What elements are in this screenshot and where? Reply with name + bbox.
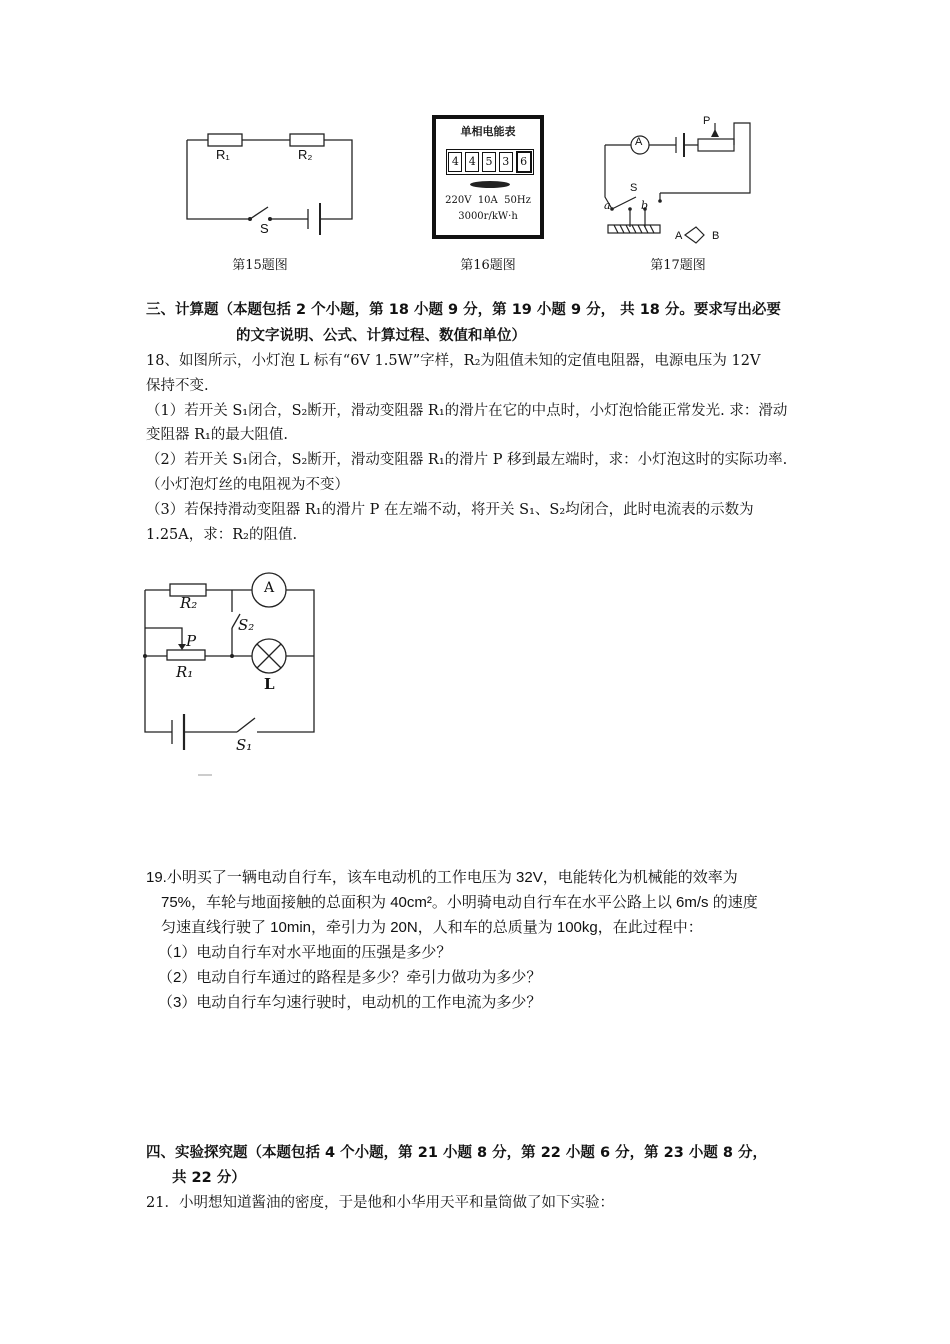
circuit-15	[180, 125, 360, 245]
section4-heading: 四、实验探究题（本题包括 4 个小题，第 21 小题 8 分，第 22 小题 6 分，第 23 小题 8 分，	[146, 1145, 768, 1161]
section4-heading-cont: 共 22 分）	[172, 1170, 246, 1186]
meter-spec2: 3000r/kW·h	[458, 211, 518, 222]
label-p: P	[186, 632, 197, 650]
label-ammeter-a: A	[635, 136, 643, 148]
q19-line5: （2）电动自行车通过的路程是多少？牵引力做功为多少？	[158, 969, 542, 986]
q18-line5: （2）若开关 S₁闭合，S₂断开，滑动变阻器 R₁的滑片 P 移到最左端时，求：小灯泡这时的实际功率.	[146, 452, 788, 468]
q21-line1: 21．小明想知道酱油的密度，于是他和小华用天平和量筒做了如下实验：	[146, 1195, 614, 1211]
figure-16-meter	[432, 115, 544, 239]
digit-1: 4	[448, 152, 462, 172]
label-r1: R₁	[216, 147, 230, 162]
circuit-17	[600, 115, 760, 245]
label-s2: S₂	[238, 616, 255, 634]
q19-line3: 匀速直线行驶了 10min，牵引力为 20N，人和车的总质量为 100kg，在此过程中：	[161, 919, 703, 936]
q18-line1: 18、如图所示，小灯泡 L 标有“6V 1.5W”字样，R₂为阻值未知的定值电阻器，电源电压为 12V	[146, 353, 761, 369]
section3-heading: 三、计算题（本题包括 2 个小题，第 18 小题 9 分，第 19 小题 9 分， 共 18 分。要求写出必要	[146, 302, 781, 318]
caption-15: 第15题图	[232, 258, 288, 273]
figure-18-circuit	[140, 570, 330, 790]
label-a-small: a	[604, 199, 611, 212]
meter-disk-icon	[470, 181, 510, 188]
figure-17	[600, 115, 760, 250]
label-B-end: B	[712, 230, 720, 242]
digit-5: 6	[516, 151, 532, 173]
meter-digits	[446, 149, 534, 175]
q19-line4: （1）电动自行车对水平地面的压强是多少？	[158, 944, 452, 961]
caption-17: 第17题图	[650, 258, 706, 273]
caption-16: 第16题图	[460, 258, 516, 273]
label-s: S	[630, 182, 638, 194]
label-s: S	[260, 221, 269, 236]
digit-2: 4	[465, 152, 479, 172]
q19-line2: 75%，车轮与地面接触的总面积为 40cm²。小明骑电动自行车在水平公路上以 6m/s 的速度	[161, 894, 758, 911]
label-r2: R₂	[180, 594, 198, 612]
section3-heading-cont: 的文字说明、公式、计算过程、数值和单位）	[236, 328, 526, 344]
label-r1: R₁	[176, 663, 194, 681]
q18-line8: 1.25A，求：R₂的阻值.	[146, 527, 298, 543]
circuit-18	[140, 570, 330, 790]
label-b-small: b	[641, 199, 649, 212]
label-A-end: A	[675, 230, 683, 242]
label-r2: R₂	[298, 147, 313, 162]
label-ammeter-a: A	[264, 580, 275, 596]
digit-4: 3	[499, 152, 513, 172]
q18-line7: （3）若保持滑动变阻器 R₁的滑片 P 在左端不动，将开关 S₁、S₂均闭合，此时电流表的示数为	[146, 502, 754, 518]
figure-15	[180, 125, 360, 265]
label-s1: S₁	[236, 736, 253, 754]
q19-line1: 19.小明买了一辆电动自行车，该车电动机的工作电压为 32V，电能转化为机械能的效率为	[146, 869, 738, 886]
q18-line6: （小灯泡灯丝的电阻视为不变）	[146, 477, 349, 493]
q19-line6: （3）电动自行车匀速行驶时，电动机的工作电流为多少？	[158, 994, 542, 1011]
meter-title: 单相电能表	[460, 125, 516, 138]
label-p: P	[703, 115, 711, 127]
label-lamp-l: L	[264, 675, 275, 693]
meter-spec1: 220V 10A 50Hz	[445, 195, 531, 206]
q18-line4: 变阻器 R₁的最大阻值.	[146, 427, 288, 443]
q18-line2: 保持不变.	[146, 378, 209, 394]
digit-3: 5	[482, 152, 496, 172]
q18-line3: （1）若开关 S₁闭合，S₂断开，滑动变阻器 R₁的滑片在它的中点时，小灯泡恰能正常发光. 求：滑动	[146, 403, 788, 419]
